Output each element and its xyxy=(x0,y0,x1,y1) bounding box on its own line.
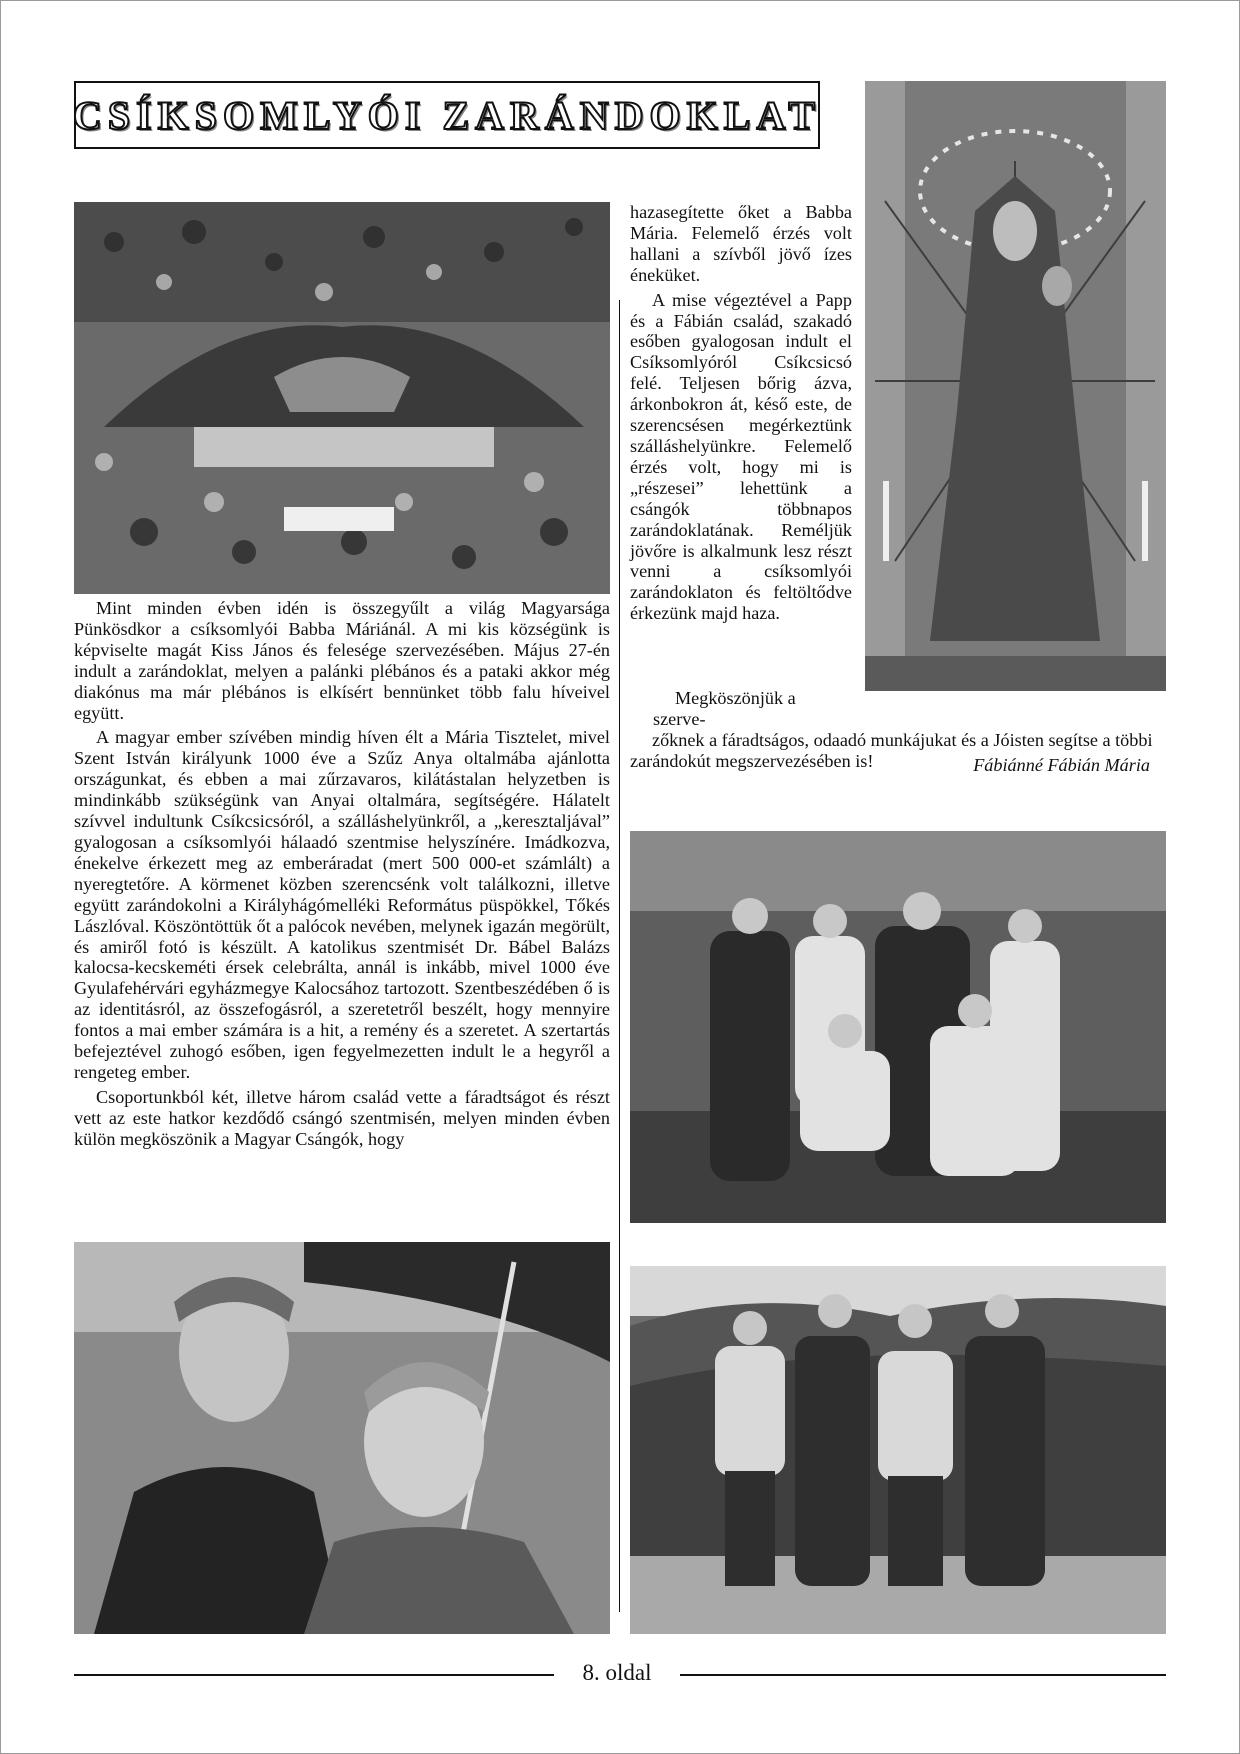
author-signature: Fábiánné Fábián Mária xyxy=(973,755,1150,775)
footer-rule-right xyxy=(680,1674,1166,1676)
article-left-column xyxy=(74,598,610,1154)
article-paragraph: Mint minden évben idén is összegyűlt a világ Magyarsága Pünkösdkor a csíksomlyói Babba Máriánál. A mi kis községünk is képviselte magát Kiss János és felesége szervezésében. Május 27-én indult a zarándoklat, melyen a palánki plébános és a pataki akkor még diakónus ma már plébános is elkísért bennünket több falu híveivel együtt. xyxy=(74,598,610,723)
page-title: CSÍKSOMLYÓI ZARÁNDOKLAT xyxy=(72,92,822,138)
madonna-statue-photo xyxy=(865,81,1166,691)
umbrella-meeting-photo xyxy=(74,1242,610,1634)
closing-first-line: Megköszönjük a szerve- xyxy=(653,688,796,729)
footer-rule-left xyxy=(74,1674,554,1676)
title-box xyxy=(74,81,820,149)
article-middle-column xyxy=(630,202,852,628)
article-paragraph: A mise végeztével a Papp és a Fábián család, szakadó esőben gyalogosan indult el Csíksomlyóról Csíkcsicsó felé. Teljesen bőrig ázva, árkonbokron át, késő este, de szerencsésen megérkeztünk szálláshelyünkre. Felemelő érzés volt, hogy mi is „részesei” lehettünk a csángók többnapos zarándoklatának. Reméljük jövőre is alkalmunk lesz részt venni a csíksomlyói zarándoklaton és feltöltődve érkezünk majd haza. xyxy=(630,289,852,624)
hillside-group-photo xyxy=(630,1266,1166,1634)
closing-text: zőknek a fáradtságos, odaadó munkájukat és a Jóisten segítse a többi zarándokút megszervezésében is! xyxy=(630,729,1153,771)
church-group-photo xyxy=(630,831,1166,1223)
article-paragraph: Csoportunkból két, illetve három család vette a fáradtságot és részt vett az este hatkor kezdődő csángó szentmisén, melyen minden évben külön megköszönik a Magyar Csángók, hogy xyxy=(74,1086,610,1149)
article-paragraph: hazasegítette őket a Babba Mária. Felemelő érzés volt hallani a szívből jövő ízes éneküket. xyxy=(630,202,852,285)
crowd-altar-photo xyxy=(74,202,610,594)
article-paragraph: A magyar ember szívében mindig híven élt a Mária Tisztelet, mivel Szent István királyunk 1000 éve a Szűz Anya oltalmába ajánlotta országunkat, és ebben a mai zűrzavaros, kilátástalan helyzetben is mindinkább szükségünk van Anyai oltalmára, segítségére. Hálatelt szívvel indultunk Csíkcsicsóról, a szálláshelyünkről, a „keresztaljával” gyalogosan a csíksomlyói hálaadó szentmise helyszínére. Imádkozva, énekelve érkezett meg az emberáradat (mert 500 000-et számlált) a nyeregtetőre. A körmenet közben szerencsénk volt találkozni, illetve együtt zarándokolni a Királyhágómelléki Református püspökkel, Tőkés Lászlóval. Köszöntöttük őt a palócok nevében, melynek igazán megörült, és amiről fotó is készült. A katolikus szentmisét Dr. Bábel Balázs kalocsa-kecskeméti érsek celebrálta, annál is inkább, mivel 1000 éve Gyulafehérvári egyházmegye Kalocsához tartozott. Szentbeszédében ő is az identitásról, az összefogásról, a szeretetről beszélt, hogy mennyire fontos a mai ember számára is a hit, a remény és a szeretet. A szertartás befejeztével zuhogó esőben, igen fegyelmezetten indult le a hegyről a rengeteg ember. xyxy=(74,727,610,1082)
page-number: 8. oldal xyxy=(582,1660,652,1685)
column-divider xyxy=(619,300,620,1612)
